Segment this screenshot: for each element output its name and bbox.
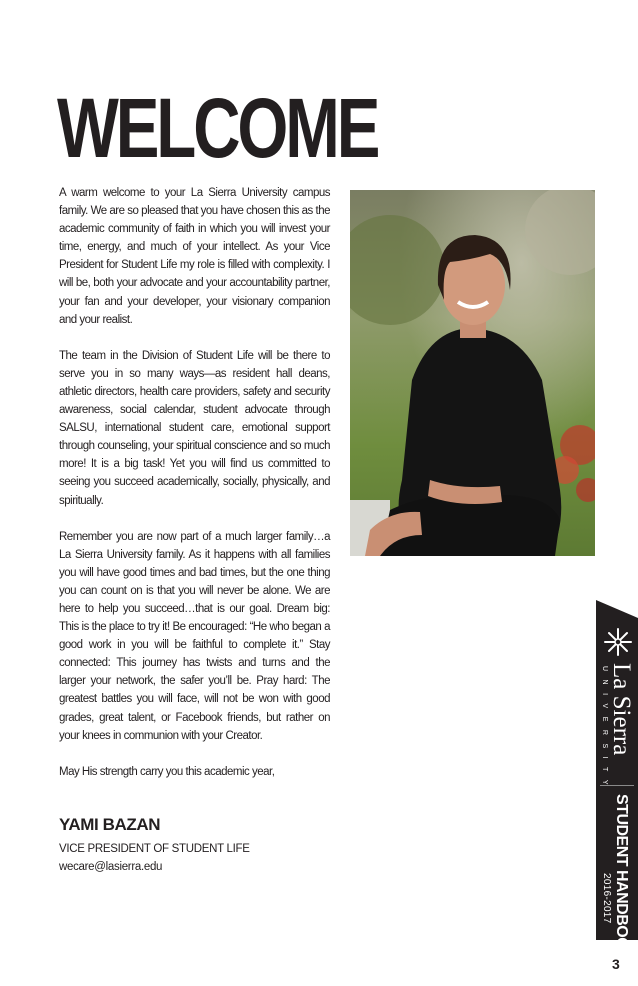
page-title: WELCOME xyxy=(57,81,378,175)
signature-email[interactable]: wecare@lasierra.edu xyxy=(59,861,163,873)
paragraph: A warm welcome to your La Sierra University campus family. We are so pleased that you have chosen this as the academic community of faith in which you will invest your time, energy, and much of your intellect. As your Vice President for Student Life my role is filled with complexity. I will be, both your advocate and your accountability partner, your fan and your developer, your visionary companion and your realist. xyxy=(59,187,330,326)
portrait-photo xyxy=(350,190,595,556)
handbook-label: STUDENT HANDBOOK xyxy=(613,794,630,961)
portrait-illustration xyxy=(350,190,595,556)
welcome-letter xyxy=(59,184,330,799)
paragraph: The team in the Division of Student Life will be there to serve you in so many ways—as resident hall deans, athletic directors, health care providers, safety and security awareness, social calendar, student advocate through SALSU, international student care, emotional support through counseling, your spiritual conscience and so much more! It is a big task! Yet you will find us committed to seeing you succeed academically, socially, physically, and spiritually. xyxy=(59,349,330,507)
paragraph: Remember you are now part of a much larger family…a La Sierra University family. As it happens with all families you will have good times and bad times, but the one thing you can count on is that you will never be alone. We are here to help you succeed…that is our goal. Dream big: This is the place to try it! Be encouraged: “He who began a good work in you will be faithful to complete it.” Stay connected: This journey has twists and turns and the larger your network, the safer you’ll be. Pray hard: The greatest battles you will face, will not be won with good grades, great talent, or Facebook friends, but rather on your knees in communion with your Creator. xyxy=(59,530,330,742)
handbook-years: 2016-2017 xyxy=(601,873,612,924)
logo-wordmark: La Sierra xyxy=(608,663,635,756)
page-number: 3 xyxy=(612,956,620,972)
snowflake-logo-icon xyxy=(603,627,633,657)
logo-subtitle: UNIVERSITY xyxy=(601,666,608,794)
paragraph: May His strength carry you this academic year, xyxy=(59,765,275,778)
signature-name: YAMI BAZAN xyxy=(59,815,161,834)
signature-title: VICE PRESIDENT OF STUDENT LIFE xyxy=(59,843,250,855)
